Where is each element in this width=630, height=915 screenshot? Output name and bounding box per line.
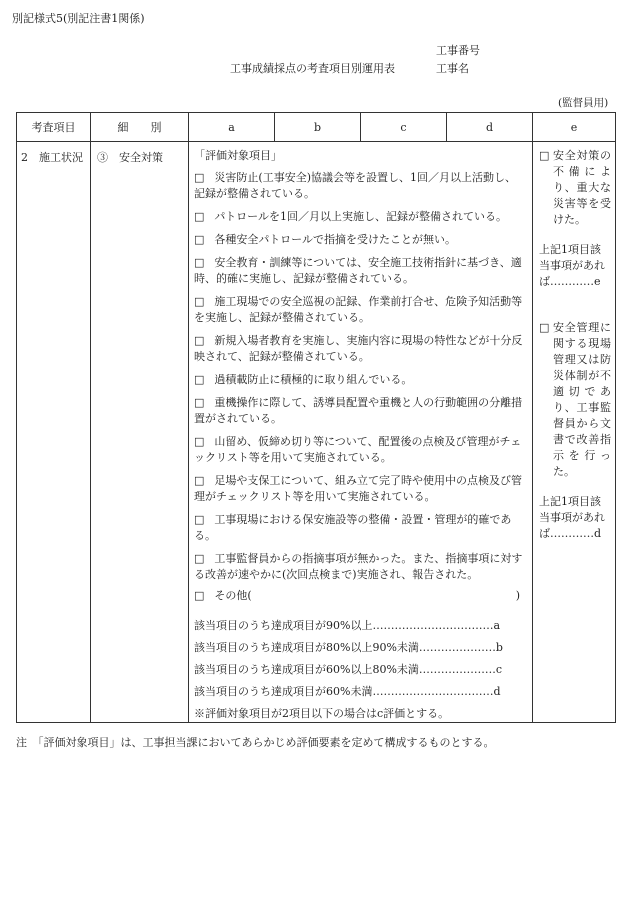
checkbox-icon: □ (194, 396, 205, 409)
criteria-text: 安全教育・訓練等については、安全施工技術指針に基づき、適時、的確に実施し、記録が整備されている。 (194, 256, 522, 285)
header-e: e (533, 113, 616, 142)
criteria-text: 工事現場における保安施設等の整備・設置・管理が的確である。 (194, 513, 512, 542)
criteria-text: 工事監督員からの指摘事項が無かった。また、指摘事項に対する改善が速やかに(次回点検まで)実施され、報告された。 (194, 552, 523, 581)
checkbox-icon: □ (194, 256, 205, 269)
criteria-text: 施工現場での安全巡視の記録、作業前打合せ、危険予知活動等を実施し、記録が整備されている。 (194, 295, 523, 324)
header-d: d (447, 113, 533, 142)
checkbox-icon: □ (194, 210, 205, 223)
e-foot-2: 上記1項目該当事項があれば…………d (539, 495, 605, 540)
criteria-item (194, 395, 526, 427)
criteria-item (194, 232, 526, 248)
checkbox-icon: □ (194, 171, 205, 184)
header-c: c (361, 113, 447, 142)
criteria-item (194, 434, 526, 466)
other-label: その他( (214, 589, 252, 602)
criteria-item (194, 333, 526, 365)
criteria-text: 山留め、仮締め切り等について、配置後の点検及び管理がチェックリスト等を用いて実施されている。 (194, 435, 522, 464)
checkbox-icon: □ (194, 233, 205, 246)
form-label: 別記様式5(別記注書1関係) (12, 12, 145, 25)
criteria-item (194, 473, 526, 505)
checkbox-icon: □ (194, 295, 205, 308)
checkbox-icon: □ (194, 589, 205, 602)
criteria-text: 各種安全パトロールで指摘を受けたことが無い。 (214, 233, 456, 246)
job-number-label: 工事番号 (436, 44, 480, 57)
header-item: 考査項目 (17, 113, 91, 142)
other-item (194, 588, 526, 604)
grade-d: 該当項目のうち達成項目が60%未満……………………………d (194, 685, 501, 698)
evaluation-table (16, 112, 616, 723)
criteria-item (194, 551, 526, 583)
e-foot-1: 上記1項目該当事項があれば…………e (539, 243, 605, 288)
header-detail: 細 別 (91, 113, 189, 142)
e-block-1 (539, 148, 611, 228)
table-header-row (17, 113, 616, 142)
checkbox-icon: □ (539, 149, 550, 162)
other-close: ) (515, 589, 520, 602)
criteria-item (194, 372, 526, 388)
table-row (17, 142, 616, 723)
e-block-1-text: 安全対策の不備により、重大な災害等を受けた。 (553, 149, 611, 226)
criteria-text: 過積載防止に積極的に取り組んでいる。 (214, 373, 413, 386)
e-column-cell (533, 142, 616, 723)
grade-c: 該当項目のうち達成項目が60%以上80%未満…………………c (194, 663, 503, 676)
footnote: 注 「評価対象項目」は、工事担当課においてあらかじめ評価要素を定めて構成するものとする。 (16, 736, 495, 749)
checkbox-icon: □ (194, 373, 205, 386)
checkbox-icon: □ (194, 513, 205, 526)
grade-note: ※評価対象項目が2項目以下の場合はc評価とする。 (194, 707, 450, 720)
criteria-text: 足場や支保工について、組み立て完了時や使用中の点検及び管理がチェックリスト等を用いて実施されている。 (194, 474, 522, 503)
criteria-text: 災害防止(工事安全)協議会等を設置し、1回／月以上活動し、記録が整備されている。 (194, 171, 516, 200)
checkbox-icon: □ (194, 474, 205, 487)
grade-a: 該当項目のうち達成項目が90%以上……………………………a (194, 619, 501, 632)
checkbox-icon: □ (194, 552, 205, 565)
job-name-label: 工事名 (436, 62, 469, 75)
checkbox-icon: □ (539, 321, 550, 334)
checkbox-icon: □ (194, 435, 205, 448)
supervisor-label: (監督員用) (558, 97, 609, 109)
criteria-item (194, 294, 526, 326)
criteria-item (194, 209, 526, 225)
criteria-text: 新規入場者教育を実施し、実施内容に現場の特性などが十分反映されて、記録が整備されている。 (194, 334, 523, 363)
e-block-2 (539, 320, 611, 480)
criteria-text: パトロールを1回／月以上実施し、記録が整備されている。 (214, 210, 507, 223)
e-block-2-text: 安全管理に関する現場管理又は防災体制が不適切であり、工事監督員から文書で改善指示を行った。 (553, 321, 611, 478)
grade-b: 該当項目のうち達成項目が80%以上90%未満…………………b (194, 641, 503, 654)
criteria-item (194, 512, 526, 544)
criteria-list (194, 170, 526, 583)
criteria-cell (189, 142, 533, 723)
header-b: b (275, 113, 361, 142)
eval-header: 「評価対象項目」 (194, 149, 282, 162)
criteria-item (194, 255, 526, 287)
detail-cell: ③ 安全対策 (91, 142, 189, 723)
criteria-item (194, 170, 526, 202)
page-title: 工事成績採点の考査項目別運用表 (230, 62, 395, 75)
item-cell: 2 施工状況 (17, 142, 91, 723)
header-a: a (189, 113, 275, 142)
criteria-text: 重機操作に際して、誘導員配置や重機と人の行動範囲の分離措置がされている。 (194, 396, 523, 425)
checkbox-icon: □ (194, 334, 205, 347)
